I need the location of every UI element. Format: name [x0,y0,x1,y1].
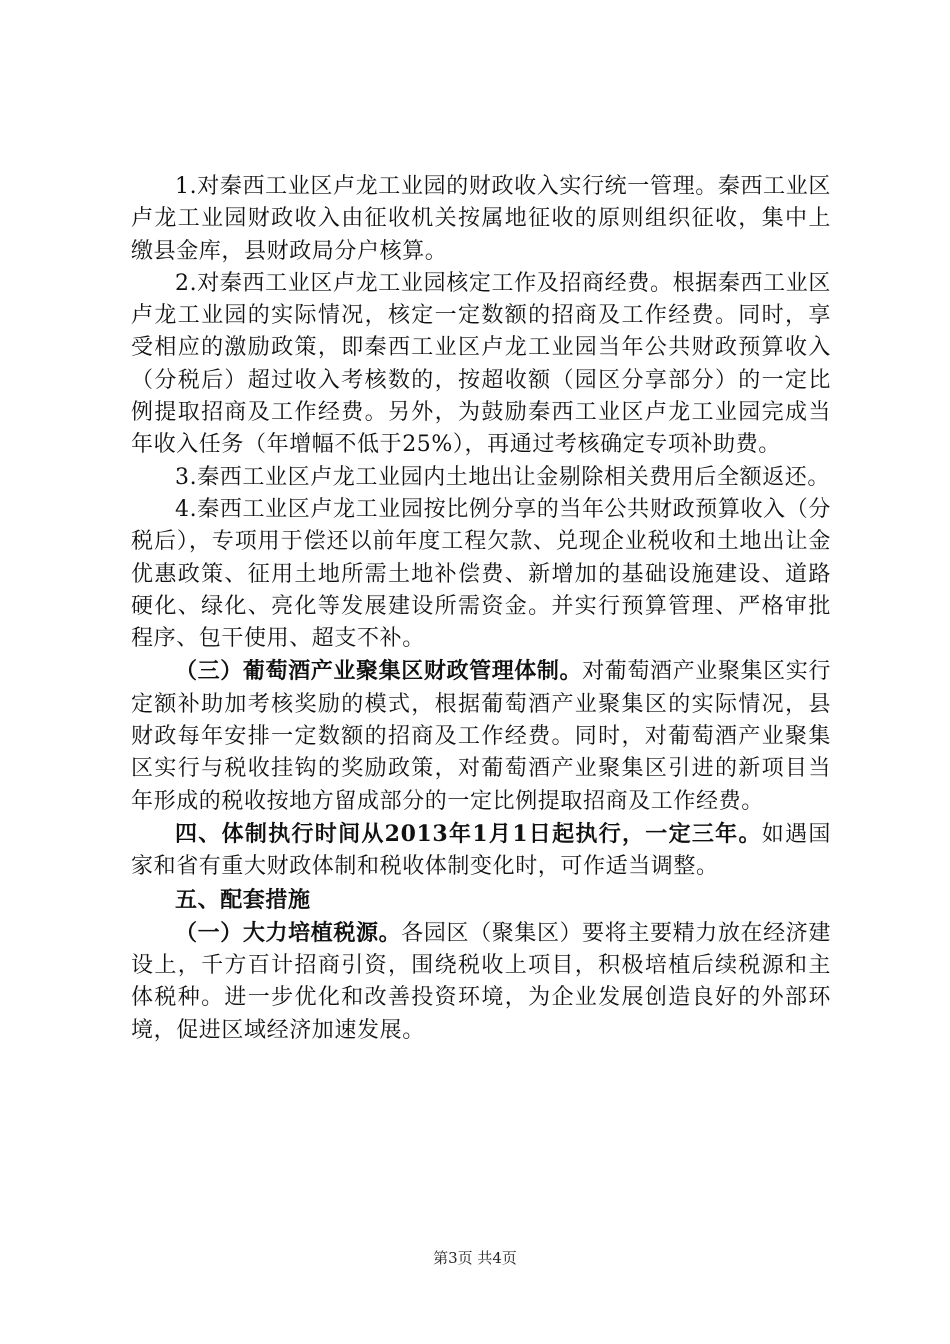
paragraph-4-text: 4.秦西工业区卢龙工业园按比例分享的当年公共财政预算收入（分税后），专项用于偿还以前年度工程欠款、兑现企业税收和土地出让金优惠政策、征用土地所需土地补偿费、新增加的基础设施建设、道路硬化、绿化、亮化等发展建设所需资金。并实行预算管理、严格审批程序、包干使用、超支不补。 [131,496,831,652]
paragraph-6-text: 如遇国家和省有重大财政体制和税收体制变化时，可作适当调整。 [131,821,831,880]
paragraph-1 [131,171,831,268]
page-number: 第3页 共4页 [433,1249,517,1267]
paragraph-7 [131,884,831,917]
document-body [131,171,831,1047]
paragraph-3 [131,462,831,494]
paragraph-1-text: 1.对秦西工业区卢龙工业园的财政收入实行统一管理。秦西工业区卢龙工业园财政收入由征收机关按属地征收的原则组织征收，集中上缴县金库，县财政局分户核算。 [131,174,831,264]
section-heading-tax-source: （一）大力培植税源。 [175,919,402,946]
paragraph-6 [131,818,831,884]
paragraph-8 [131,917,831,1047]
section-heading-supporting-measures: 五、配套措施 [175,886,311,913]
paragraph-2 [131,268,831,462]
paragraph-2-text: 2.对秦西工业区卢龙工业园核定工作及招商经费。根据秦西工业区卢龙工业园的实际情况，核定一定数额的招商及工作经费。同时，享受相应的激励政策，即秦西工业区卢龙工业园当年公共财政预算收入（分税后）超过收入考核数的，按超收额（园区分享部分）的一定比例提取招商及工作经费。另外，为鼓励秦西工业区卢龙工业园完成当年收入任务（年增幅不低于25%），再通过考核确定专项补助费。 [131,270,831,458]
paragraph-5-text: 对葡萄酒产业聚集区实行定额补助加考核奖励的模式，根据葡萄酒产业聚集区的实际情况，县财政每年安排一定数额的招商及工作经费。同时，对葡萄酒产业聚集区实行与税收挂钩的奖励政策，对葡萄酒产业聚集区引进的新项目当年形成的税收按地方留成部分的一定比例提取招商及工作经费。 [131,659,831,814]
paragraph-4 [131,494,831,655]
section-heading-wine-cluster: （三）葡萄酒产业聚集区财政管理体制。 [175,658,583,685]
paragraph-3-text: 3.秦西工业区卢龙工业园内土地出让金剔除相关费用后全额返还。 [175,464,830,490]
paragraph-5 [131,655,831,817]
paragraph-8-text: 各园区（聚集区）要将主要精力放在经济建设上，千方百计招商引资，围绕税收上项目，积极培植后续税源和主体税种。进一步优化和改善投资环境，为企业发展创造良好的外部环境，促进区域经济加速发展。 [131,920,831,1043]
section-heading-execution-time: 四、体制执行时间从2013年1月1日起执行，一定三年。 [175,820,762,847]
page-footer [0,1247,950,1268]
